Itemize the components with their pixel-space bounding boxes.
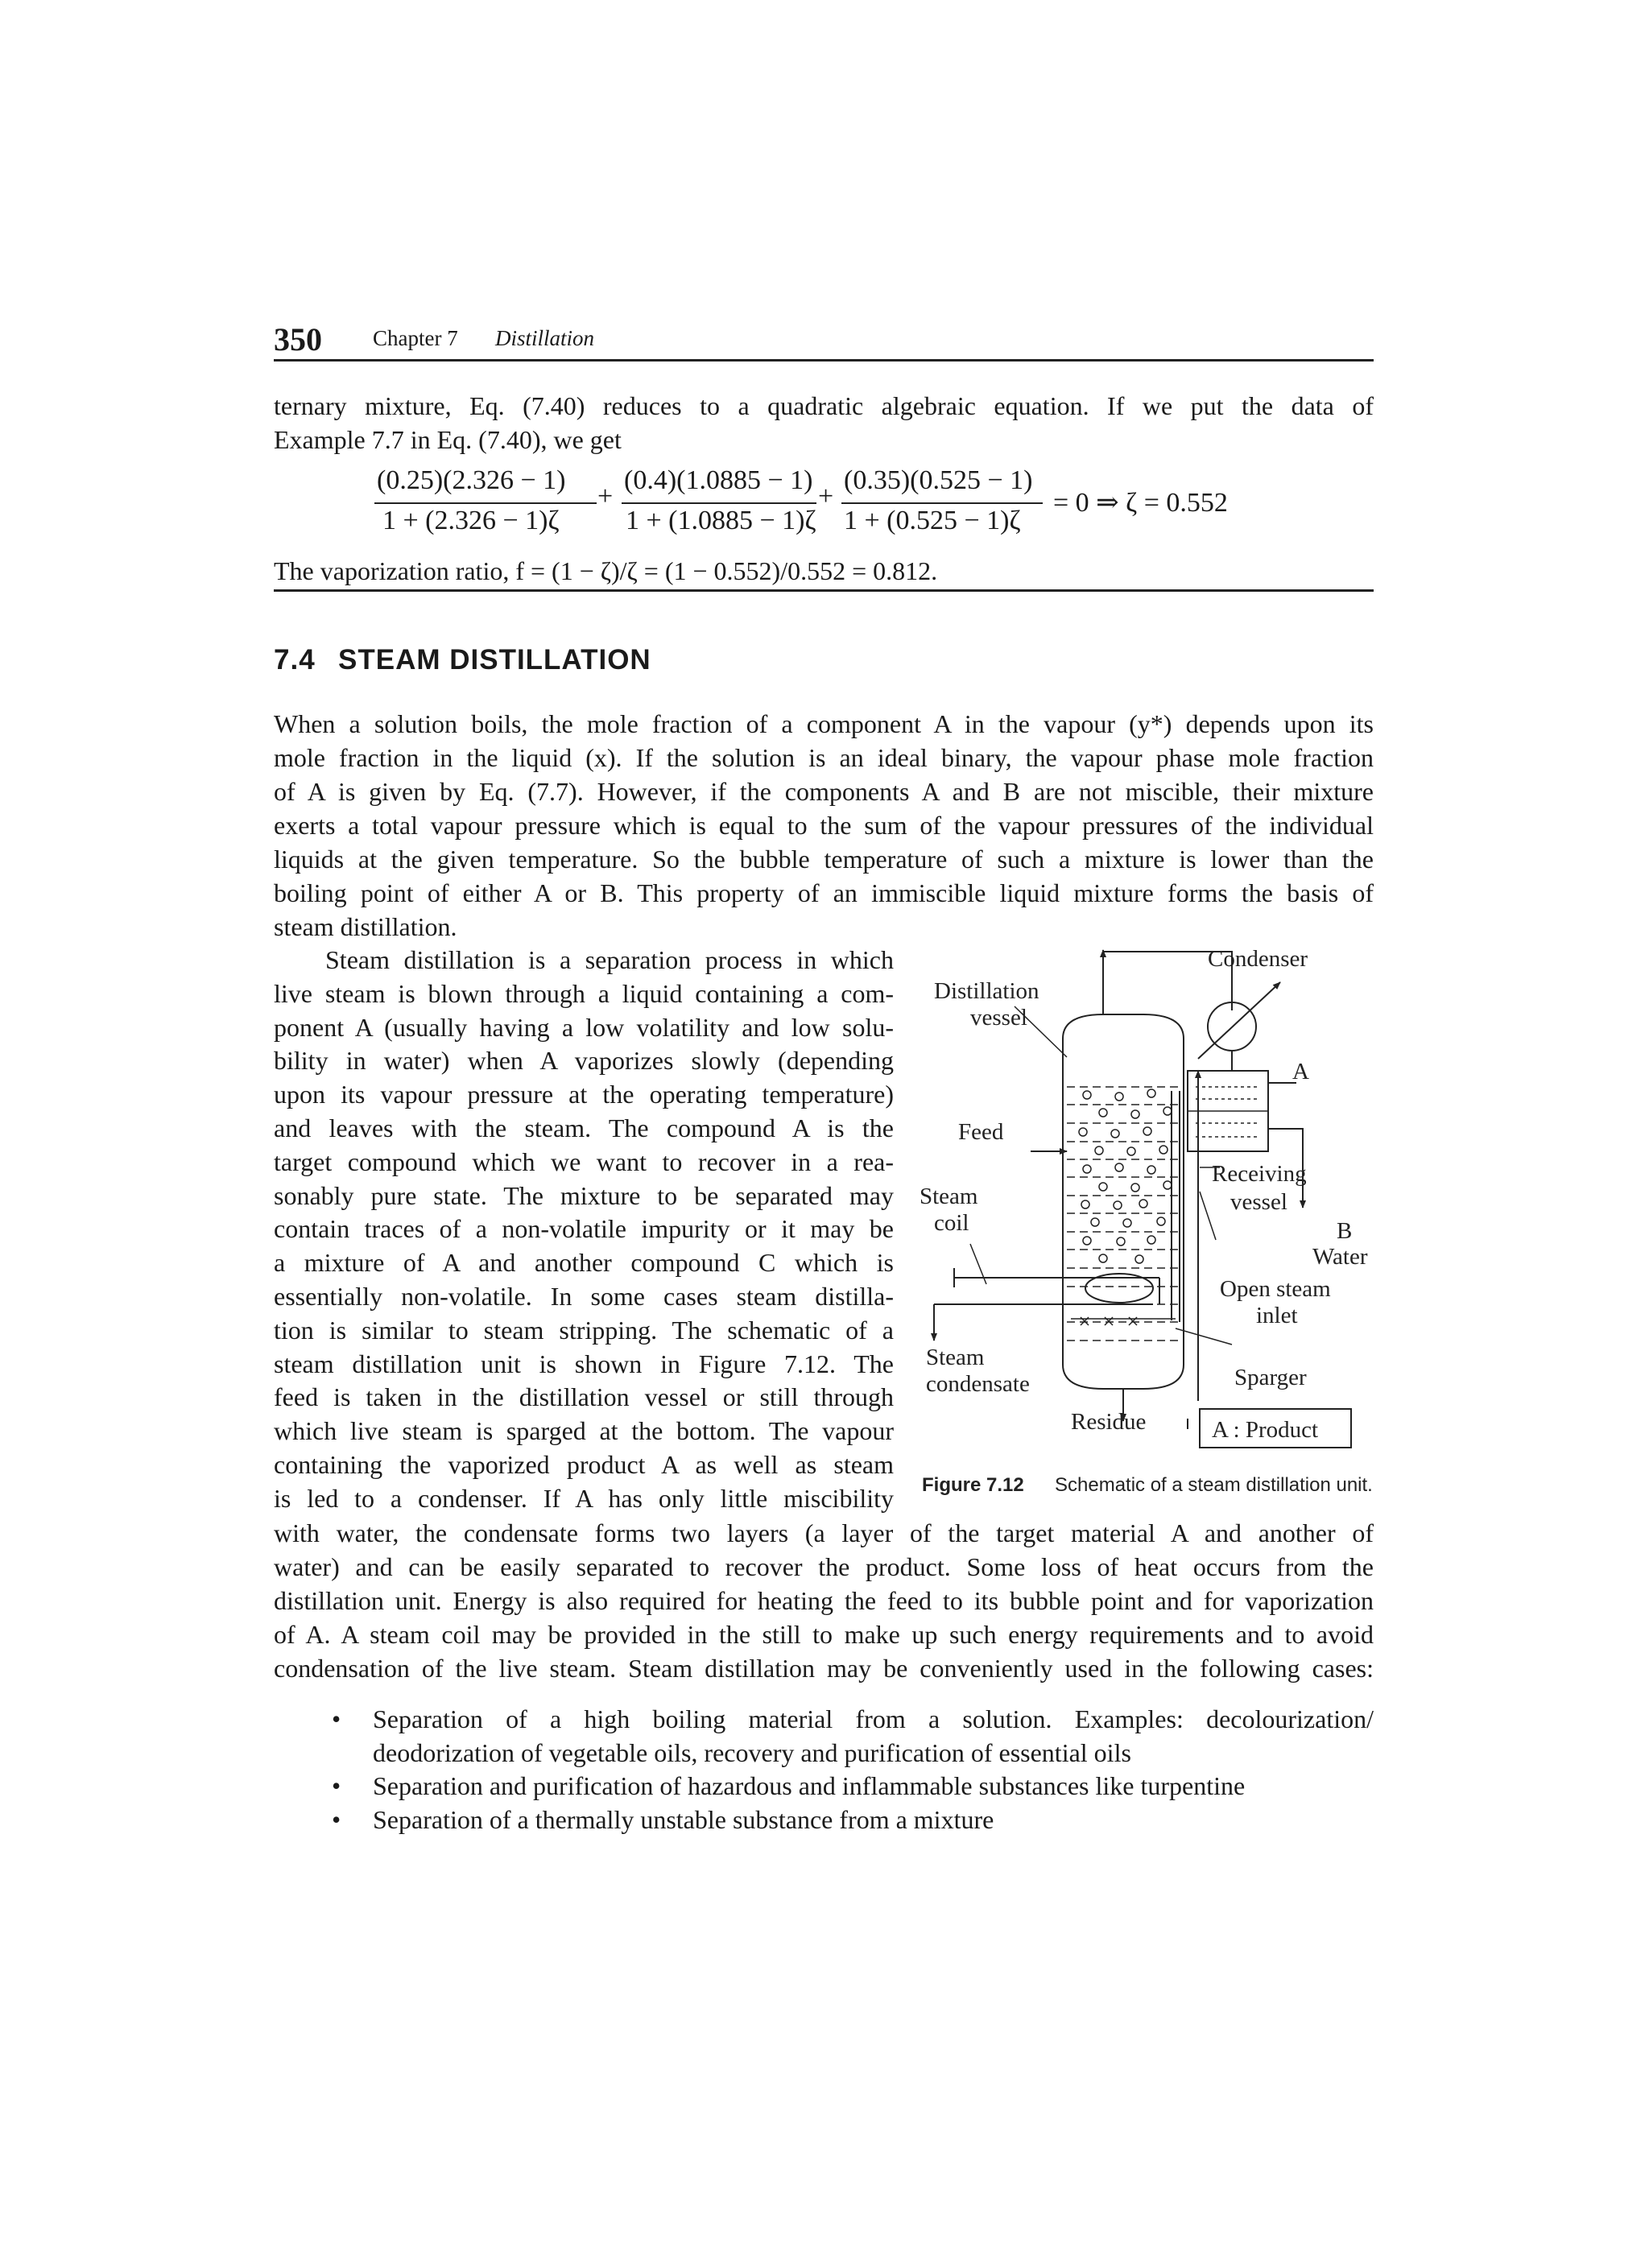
paragraph-line: ponent A (usually having a low volatility and low solu- [274, 1012, 894, 1042]
label-condensate: condensate [926, 1371, 1030, 1397]
paragraph-line: When a solution boils, the mole fraction of a component A in the vapour (y*) depends upon its [274, 709, 1374, 738]
example-end-rule [274, 589, 1374, 592]
open-steam-inlet-pipe [1172, 1091, 1180, 1322]
paragraph-line: tion is similar to steam stripping. The schematic of a [274, 1315, 894, 1345]
eq-denominator-3: 1 + (0.525 − 1)ζ [844, 506, 1021, 535]
figure-caption-label: Figure 7.12 [922, 1474, 1024, 1496]
figure-caption-text: Schematic of a steam distillation unit. [1055, 1474, 1373, 1496]
page-number: 350 [274, 321, 322, 357]
paragraph-line: liquids at the given temperature. So the bubble temperature of such a mixture is lower than the [274, 845, 1374, 874]
eq-fraction-bar-3 [841, 502, 1043, 504]
intro-line: Example 7.7 in Eq. (7.40), we get [274, 425, 622, 454]
paragraph-line: bility in water) when A vaporizes slowly (depending [274, 1046, 894, 1076]
eq-plus-1: + [597, 481, 614, 511]
label-distillation: Distillation [934, 978, 1039, 1004]
eq-fraction-bar-2 [622, 502, 816, 504]
bullet-item-continued: deodorization of vegetable oils, recovery and purification of essential oils [373, 1738, 1131, 1767]
intro-line: ternary mixture, Eq. (7.40) reduces to a quadratic algebraic equation. If we put the data of [274, 391, 1374, 420]
chapter-title: Distillation [495, 326, 595, 350]
paragraph-line: Steam distillation is a separation process in which [325, 945, 894, 974]
bullet-item: Separation and purification of hazardous and inflammable substances like turpentine [373, 1771, 1246, 1800]
paragraph-line: and leaves with the steam. The compound A is the [274, 1113, 894, 1142]
bullet-dot: • [332, 1771, 341, 1800]
paragraph-2-column [274, 944, 894, 1516]
label-residue: Residue [1071, 1409, 1147, 1435]
paragraph-line: target compound which we want to recover in a rea- [274, 1146, 894, 1176]
label-vessel: vessel [970, 1005, 1027, 1031]
label-steam-condensate: Steam [926, 1345, 985, 1370]
paragraph-line: mole fraction in the liquid (x). If the solution is an ideal binary, the vapour phase mole fraction [274, 743, 1374, 772]
bullet-item: Separation of a high boiling material from a solution. Examples: decolourization/ [373, 1704, 1374, 1733]
paragraph-line: boiling point of either A or B. This property of an immiscible liquid mixture forms the basis of [274, 878, 1374, 907]
distillation-vessel [1063, 1014, 1184, 1389]
label-a: A [1292, 1059, 1309, 1084]
paragraph-line: of A. A steam coil may be provided in the still to make up such energy requirements and to avoid [274, 1620, 1374, 1649]
vaporization-ratio-line: The vaporization ratio, f = (1 − ζ)/ζ = (1 − 0.552)/0.552 = 0.812. [274, 556, 938, 585]
steam-distillation-figure [902, 926, 1385, 1506]
eq-plus-2: + [818, 481, 834, 511]
paragraph-line: condensation of the live steam. Steam distillation may be conveniently used in the following cases: [274, 1654, 1374, 1683]
label-sparger: Sparger [1234, 1365, 1307, 1390]
label-b: B [1337, 1218, 1353, 1244]
paragraph-line: water) and can be easily separated to recover the product. Some loss of heat occurs from the [274, 1552, 1374, 1581]
section-title: STEAM DISTILLATION [338, 644, 651, 675]
paragraph-line: distillation unit. Energy is also required for heating the feed to its bubble point and for vaporization [274, 1586, 1374, 1615]
paragraph-line: essentially non-volatile. In some cases steam distilla- [274, 1281, 894, 1311]
steam-coil [934, 1268, 1159, 1341]
paragraph-line: containing the vaporized product A as well as steam [274, 1449, 894, 1479]
header-rule [274, 359, 1374, 361]
paragraph-line: contain traces of a non-volatile impurity or it may be [274, 1214, 894, 1244]
label-steam: Steam [920, 1184, 978, 1209]
sparger [1071, 1317, 1176, 1325]
eq-fraction-bar-1 [374, 502, 597, 504]
paragraph-line: live steam is blown through a liquid containing a com- [274, 978, 894, 1008]
paragraph-line: which live steam is sparged at the bottom. The vapour [274, 1416, 894, 1446]
label-coil: coil [934, 1210, 969, 1236]
paragraph-line: a mixture of A and another compound C which is [274, 1248, 894, 1278]
eq-result: = 0 ⇒ ζ = 0.552 [1053, 488, 1228, 518]
eq-numerator-1: (0.25)(2.326 − 1) [377, 465, 566, 495]
label-open-steam: Open steam [1220, 1276, 1331, 1302]
bullet-item: Separation of a thermally unstable substance from a mixture [373, 1805, 994, 1834]
label-receiving: Receiving [1212, 1161, 1307, 1187]
label-receiving-vessel: vessel [1230, 1189, 1287, 1215]
paragraph-line: upon its vapour pressure at the operating temperature) [274, 1080, 894, 1109]
paragraph-line: steam distillation unit is shown in Figure 7.12. The [274, 1349, 894, 1378]
bullet-dot: • [332, 1704, 341, 1733]
label-water: Water [1312, 1244, 1368, 1270]
eq-denominator-1: 1 + (2.326 − 1)ζ [382, 506, 560, 535]
paragraph-line: sonably pure state. The mixture to be separated may [274, 1180, 894, 1210]
paragraph-line: steam distillation. [274, 912, 457, 941]
label-feed: Feed [958, 1119, 1004, 1145]
steam-bubbles [1079, 1089, 1172, 1263]
label-inlet: inlet [1256, 1303, 1298, 1328]
paragraph-line: exerts a total vapour pressure which is equal to the sum of the vapour pressures of the individual [274, 811, 1374, 840]
eq-denominator-2: 1 + (1.0885 − 1)ζ [626, 506, 816, 535]
label-product: A : Product [1212, 1417, 1319, 1443]
paragraph-line: with water, the condensate forms two layers (a layer of the target material A and another of [274, 1518, 1374, 1547]
eq-numerator-2: (0.4)(1.0885 − 1) [624, 465, 813, 495]
chapter-label: Chapter 7 [373, 326, 458, 350]
eq-numerator-3: (0.35)(0.525 − 1) [844, 465, 1033, 495]
bullet-dot: • [332, 1805, 341, 1834]
paragraph-line: of A is given by Eq. (7.7). However, if the components A and B are not miscible, their mixture [274, 777, 1374, 806]
paragraph-line: is led to a condenser. If A has only little miscibility [274, 1483, 894, 1513]
label-condenser: Condenser [1208, 946, 1308, 972]
section-number: 7.4 [274, 644, 316, 675]
paragraph-line: feed is taken in the distillation vessel or still through [274, 1382, 894, 1412]
